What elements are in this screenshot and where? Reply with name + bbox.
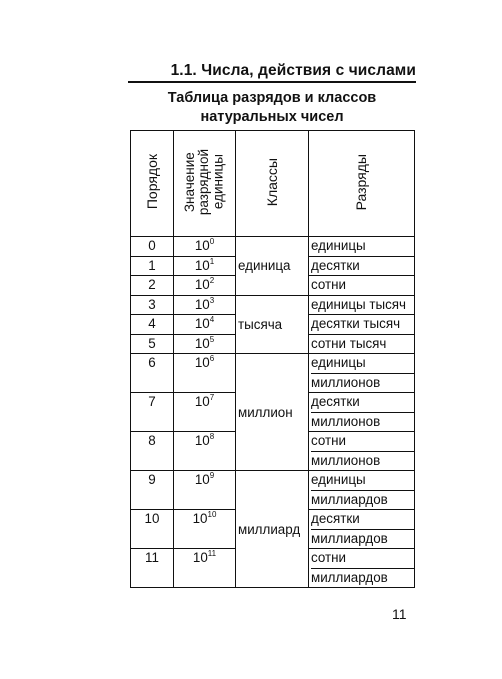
header-ranks: Разряды — [309, 131, 415, 237]
power-base: 10 — [194, 257, 210, 273]
rank-line: сотни — [311, 277, 347, 292]
power-base: 10 — [194, 277, 210, 292]
order-cell: 9 — [131, 471, 174, 510]
rank-line: миллионов — [311, 374, 381, 390]
unit-value-cell — [174, 393, 236, 432]
order-cell: 0 — [131, 237, 174, 257]
power-base: 10 — [194, 316, 210, 331]
unit-value-cell — [174, 354, 236, 393]
rank-line: миллионов — [311, 413, 381, 429]
rank-cell — [309, 354, 415, 393]
header-classes: Классы — [236, 131, 309, 237]
rank-line: сотни — [311, 432, 414, 452]
power-exponent: 9 — [209, 471, 215, 480]
unit-value-cell — [174, 471, 236, 510]
rank-cell — [309, 237, 415, 257]
power-base: 10 — [194, 238, 210, 253]
power-base: 10 — [194, 335, 210, 351]
rank-cell — [309, 334, 415, 354]
power-exponent: 8 — [209, 432, 215, 441]
unit-value-cell — [174, 315, 236, 335]
power-exponent: 0 — [209, 237, 215, 246]
rank-cell — [309, 471, 415, 510]
rank-line: сотни — [311, 549, 414, 569]
power-exponent: 3 — [209, 295, 215, 305]
rank-cell — [309, 432, 415, 471]
rank-line: единицы — [311, 238, 366, 253]
order-cell: 1 — [131, 256, 174, 276]
unit-value-cell — [174, 276, 236, 296]
rank-line: миллионов — [311, 452, 381, 468]
rank-line: миллиардов — [311, 530, 388, 546]
power-exponent: 6 — [209, 354, 215, 363]
header-unit-value: Значение разрядной единицы — [174, 131, 236, 237]
table-header-row — [131, 131, 415, 237]
header-order: Порядок — [131, 131, 174, 237]
rank-cell — [309, 393, 415, 432]
ranks-classes-table — [130, 130, 415, 588]
power-exponent: 1 — [209, 256, 215, 266]
table-row — [131, 295, 415, 315]
rank-cell — [309, 276, 415, 296]
rank-line: сотни тысяч — [311, 335, 387, 351]
order-cell: 7 — [131, 393, 174, 432]
power-base: 10 — [194, 472, 210, 487]
order-cell: 11 — [131, 549, 174, 588]
rank-cell — [309, 295, 415, 315]
power-exponent: 7 — [209, 393, 215, 402]
unit-value-cell — [174, 510, 236, 549]
rank-line: единицы тысяч — [311, 296, 407, 312]
power-base: 10 — [194, 433, 210, 448]
power-base: 10 — [194, 394, 210, 409]
table-title-line-2: натуральных чисел — [200, 109, 344, 125]
power-base: 10 — [192, 550, 208, 565]
power-exponent: 11 — [207, 549, 217, 558]
class-cell: миллион — [236, 354, 309, 471]
order-cell: 6 — [131, 354, 174, 393]
rank-line: десятки — [311, 257, 360, 273]
table-row — [131, 354, 415, 393]
rank-line: миллиардов — [311, 491, 388, 507]
order-cell: 10 — [131, 510, 174, 549]
power-exponent: 2 — [209, 276, 215, 285]
unit-value-cell — [174, 432, 236, 471]
rank-line: единицы — [311, 471, 414, 491]
power-base: 10 — [192, 511, 208, 526]
order-cell: 4 — [131, 315, 174, 335]
class-cell: единица — [236, 237, 309, 296]
power-exponent: 4 — [209, 315, 215, 324]
page-number: 11 — [392, 606, 407, 622]
table-title-line-1: Таблица разрядов и классов — [167, 90, 377, 106]
rank-line: десятки тысяч — [311, 316, 401, 331]
rank-cell — [309, 549, 415, 588]
rank-cell — [309, 510, 415, 549]
power-exponent: 10 — [207, 510, 217, 519]
unit-value-cell — [174, 295, 236, 315]
table-body — [131, 237, 415, 588]
class-cell: миллиард — [236, 471, 309, 588]
rank-line: миллиардов — [311, 569, 388, 585]
rank-line: десятки — [311, 510, 414, 530]
unit-value-cell — [174, 334, 236, 354]
running-header: 1.1. Числа, действия с числами — [170, 62, 416, 79]
order-cell: 5 — [131, 334, 174, 354]
unit-value-cell — [174, 256, 236, 276]
power-exponent: 5 — [209, 334, 215, 344]
table-row — [131, 471, 415, 510]
order-cell: 2 — [131, 276, 174, 296]
rank-line: единицы — [311, 354, 414, 374]
power-base: 10 — [194, 296, 210, 312]
order-cell: 8 — [131, 432, 174, 471]
rank-line: десятки — [311, 393, 414, 413]
unit-value-cell — [174, 549, 236, 588]
rank-cell — [309, 315, 415, 335]
header-rule — [128, 81, 416, 83]
rank-cell — [309, 256, 415, 276]
table-row — [131, 237, 415, 257]
order-cell: 3 — [131, 295, 174, 315]
power-base: 10 — [194, 355, 210, 370]
unit-value-cell — [174, 237, 236, 257]
class-cell: тысяча — [236, 295, 309, 354]
